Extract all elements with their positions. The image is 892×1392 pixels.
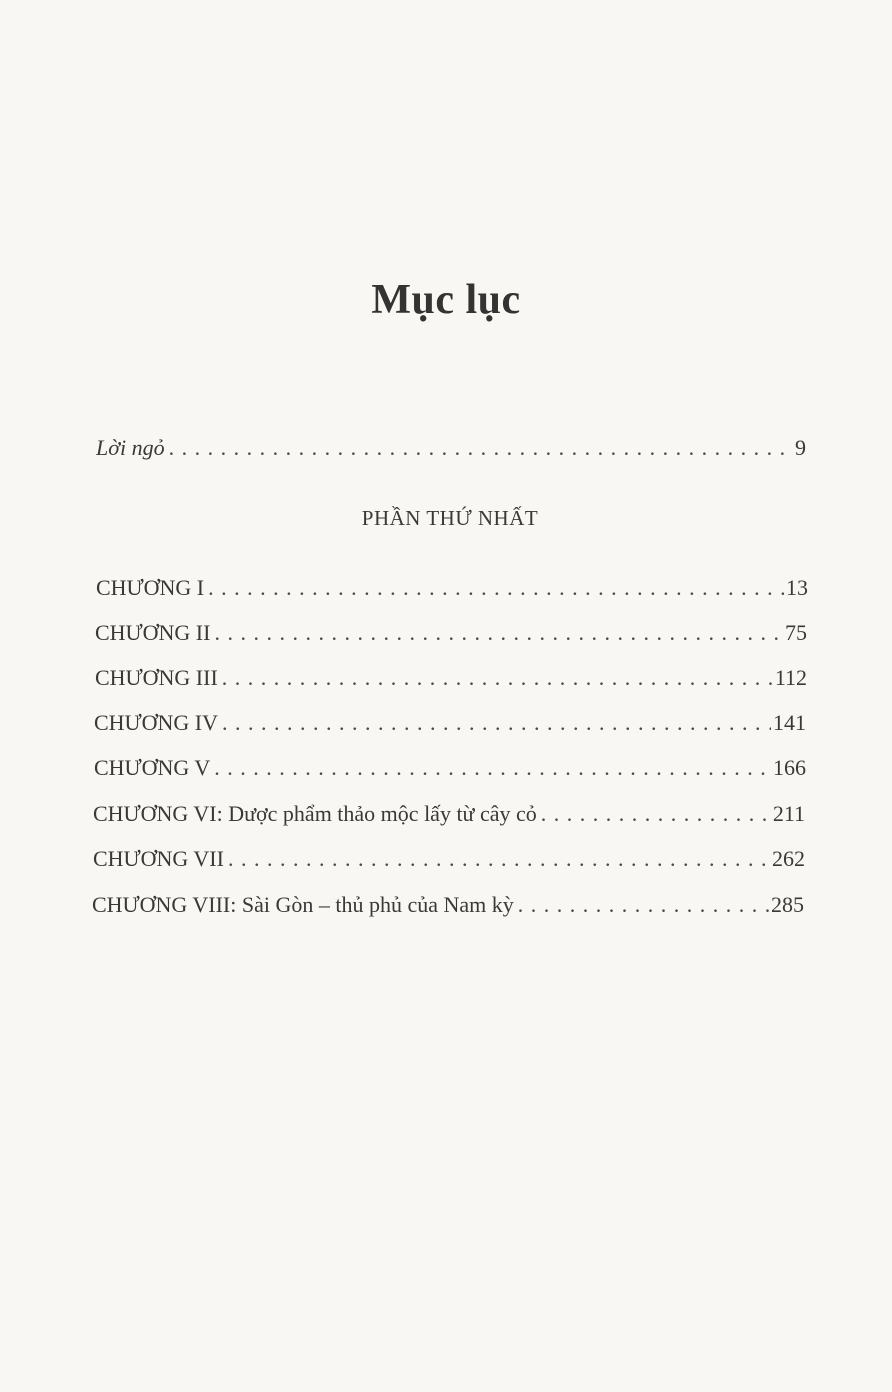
toc-leader-dots [208, 574, 784, 602]
toc-entry-page: 13 [786, 575, 808, 600]
toc-entry-label: CHƯƠNG V [94, 755, 211, 780]
toc-entry-chapter-8 [92, 891, 804, 919]
toc-entry-page: 141 [773, 710, 806, 735]
toc-leader-dots [214, 619, 783, 647]
toc-leader-dots [214, 754, 771, 782]
toc-entry-label: CHƯƠNG VI: Dược phẩm thảo mộc lấy từ cây cỏ [93, 801, 537, 826]
toc-entry-page: 262 [772, 846, 805, 871]
toc-entry-page: 75 [785, 620, 807, 645]
toc-entry-chapter-5 [94, 754, 806, 782]
toc-leader-dots [222, 664, 773, 692]
toc-entry-page: 9 [795, 435, 806, 460]
toc-entry-label: CHƯƠNG I [96, 575, 205, 600]
toc-entry-preface [96, 434, 806, 462]
toc-entry-chapter-7 [93, 845, 805, 873]
toc-entry-chapter-6 [93, 800, 805, 828]
toc-entry-chapter-1 [96, 574, 808, 602]
toc-entry-label: CHƯƠNG IV [94, 710, 219, 735]
toc-entry-chapter-4 [94, 709, 806, 737]
toc-leader-dots [518, 891, 769, 919]
toc-entry-page: 166 [773, 755, 806, 780]
toc-entry-label: Lời ngỏ [96, 435, 165, 460]
toc-entry-label: CHƯƠNG III [95, 665, 218, 690]
toc-entry-label: CHƯƠNG VII [93, 846, 224, 871]
toc-leader-dots [541, 800, 771, 828]
part-heading: PHẦN THỨ NHẤT [361, 506, 539, 530]
page-title: Mục lục [371, 277, 521, 323]
toc-leader-dots [222, 709, 771, 737]
toc-entry-chapter-3 [95, 664, 807, 692]
toc-leader-dots [228, 845, 770, 873]
toc-entry-chapter-2 [95, 619, 807, 647]
toc-entry-label: CHƯƠNG II [95, 620, 211, 645]
toc-leader-dots [169, 434, 793, 462]
toc-entry-page: 112 [774, 665, 807, 690]
toc-entry-page: 285 [771, 892, 804, 917]
toc-entry-label: CHƯƠNG VIII: Sài Gòn – thủ phủ của Nam kỳ [92, 892, 514, 917]
toc-entry-page: 211 [772, 801, 805, 826]
